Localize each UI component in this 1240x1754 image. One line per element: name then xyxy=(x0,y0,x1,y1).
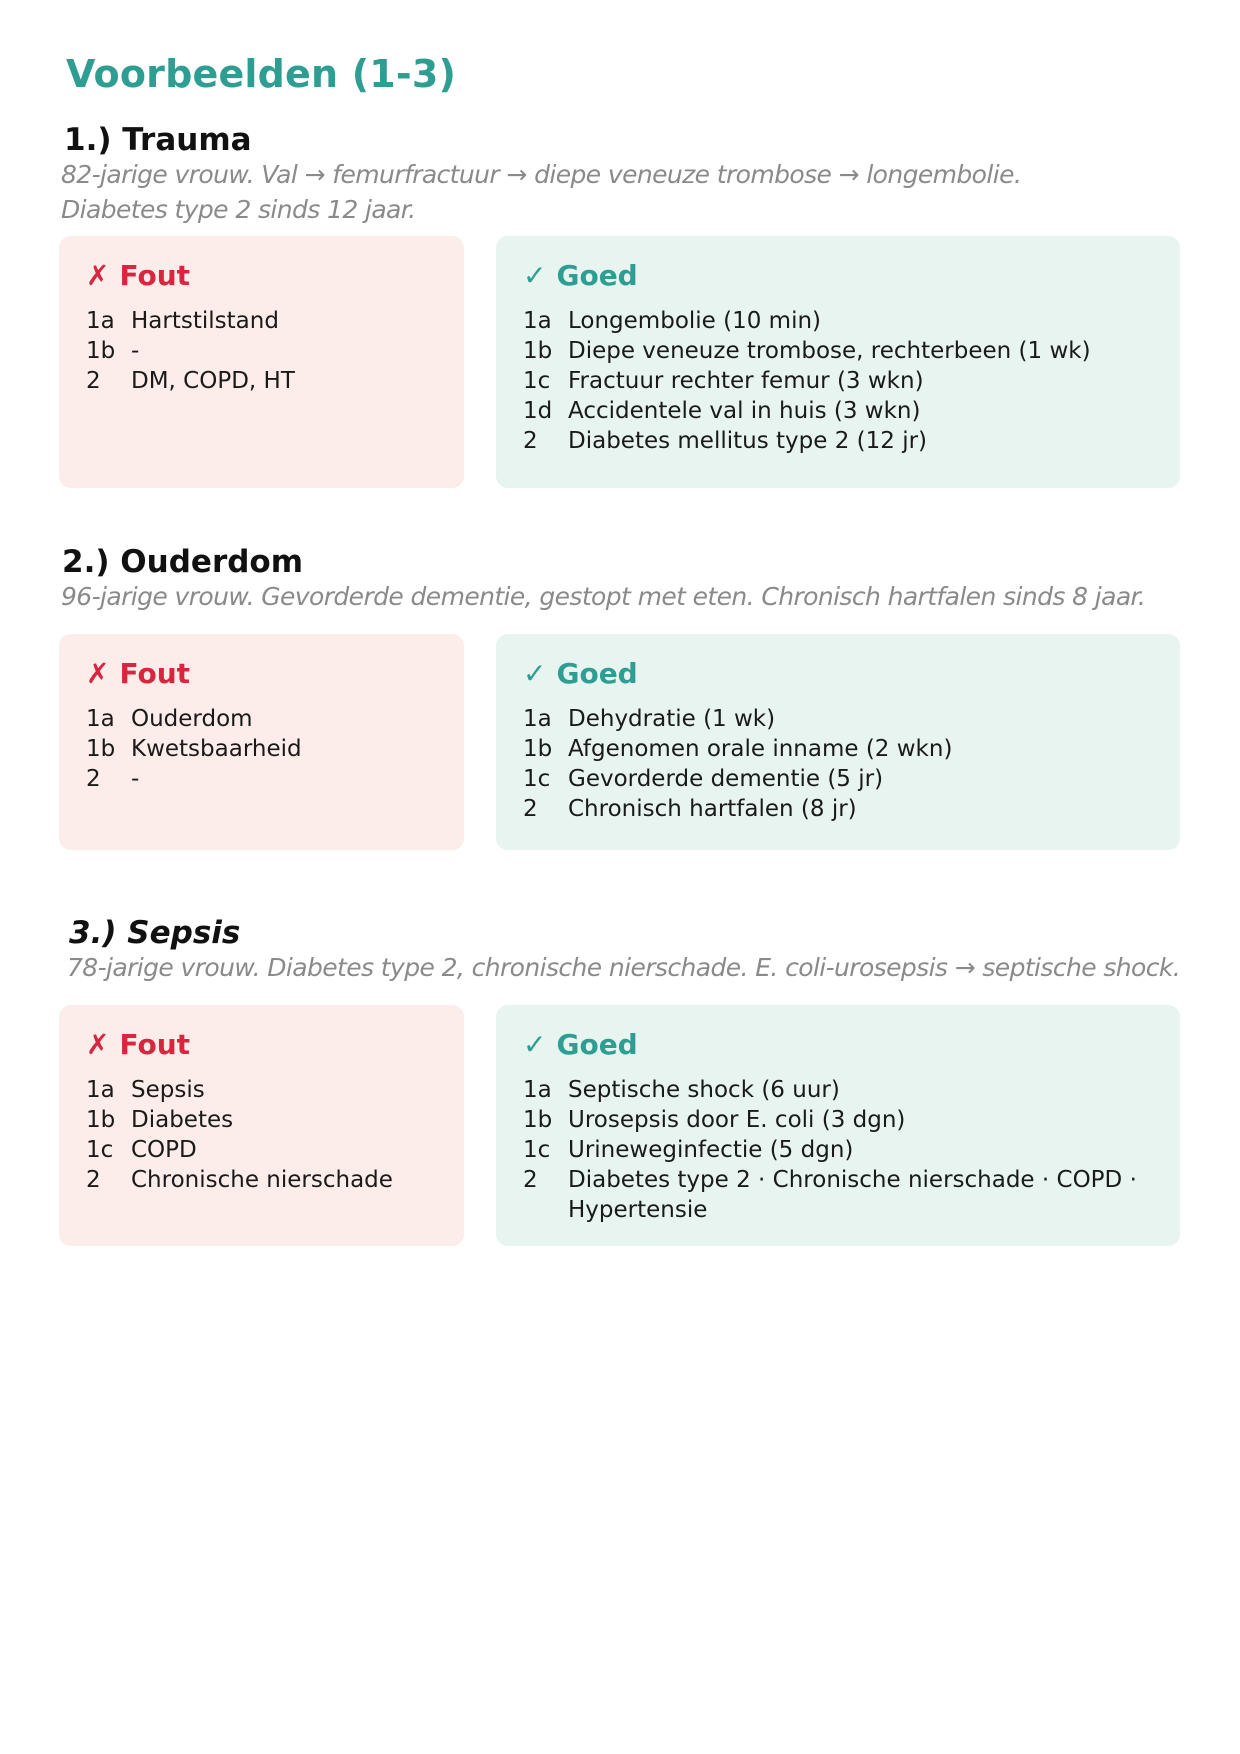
item-text: Septische shock (6 uur) xyxy=(568,1077,840,1103)
item-text: Gevorderde dementie (5 jr) xyxy=(568,766,884,792)
item-number: 2 xyxy=(86,766,101,792)
item-text: DM, COPD, HT xyxy=(131,368,295,394)
item-number: 1b xyxy=(523,1107,553,1133)
section-description: 78-jarige vrouw. Diabetes type 2, chronische nierschade. E. coli-urosepsis → septische shock. xyxy=(67,953,1181,982)
list-item xyxy=(523,1075,1154,1105)
item-text: - xyxy=(131,338,140,364)
fout-header xyxy=(86,256,438,294)
item-text: Diabetes type 2 · Chronische nierschade · COPD · Hypertensie xyxy=(568,1167,1137,1223)
item-number: 1b xyxy=(86,736,116,762)
list-item xyxy=(523,764,1154,794)
item-text: Hartstilstand xyxy=(131,308,279,334)
list-item xyxy=(523,794,1154,824)
item-text: Dehydratie (1 wk) xyxy=(568,706,776,732)
goed-header xyxy=(523,1025,1154,1063)
item-text: Fractuur rechter femur (3 wkn) xyxy=(568,368,924,394)
item-number: 1a xyxy=(86,308,115,334)
item-text: Chronisch hartfalen (8 jr) xyxy=(568,796,857,822)
item-number: 2 xyxy=(86,368,101,394)
check-mark-icon: ✓ xyxy=(523,258,547,292)
item-text: Diabetes mellitus type 2 (12 jr) xyxy=(568,428,928,454)
goed-card xyxy=(496,236,1180,488)
item-number: 2 xyxy=(523,1167,538,1193)
item-text: Kwetsbaarheid xyxy=(131,736,302,762)
section-heading: 3.) Sepsis xyxy=(69,915,241,951)
list-item xyxy=(86,1105,438,1135)
item-number: 1b xyxy=(523,736,553,762)
section-heading: 2.) Ouderdom xyxy=(62,544,304,580)
list-item xyxy=(523,1165,1154,1225)
item-text: COPD xyxy=(131,1137,197,1163)
item-text: Chronische nierschade xyxy=(131,1167,393,1193)
list-item xyxy=(523,396,1154,426)
item-text: Sepsis xyxy=(131,1077,205,1103)
item-text: - xyxy=(131,766,140,792)
list-item xyxy=(86,764,438,794)
list-item xyxy=(523,704,1154,734)
item-number: 1b xyxy=(86,338,116,364)
fout-card xyxy=(59,1005,464,1246)
list-item xyxy=(86,366,438,396)
fout-label: Fout xyxy=(119,656,191,690)
fout-card xyxy=(59,236,464,488)
list-item xyxy=(523,1105,1154,1135)
item-number: 1c xyxy=(523,766,551,792)
list-item xyxy=(86,1165,438,1195)
list-item xyxy=(523,734,1154,764)
item-text: Afgenomen orale inname (2 wkn) xyxy=(568,736,953,762)
item-number: 1a xyxy=(523,1077,552,1103)
cross-mark-icon: ✗ xyxy=(86,1027,110,1061)
item-text: Diepe veneuze trombose, rechterbeen (1 wk) xyxy=(568,338,1091,364)
item-number: 1c xyxy=(523,368,551,394)
item-number: 2 xyxy=(523,428,538,454)
fout-label: Fout xyxy=(119,258,191,292)
fout-label: Fout xyxy=(119,1027,191,1061)
item-number: 1c xyxy=(523,1137,551,1163)
list-item xyxy=(523,1135,1154,1165)
item-number: 1d xyxy=(523,398,553,424)
goed-header xyxy=(523,256,1154,294)
item-number: 1a xyxy=(523,706,552,732)
section-heading: 1.) Trauma xyxy=(64,122,252,158)
goed-label: Goed xyxy=(556,258,638,292)
list-item xyxy=(523,336,1154,366)
fout-card xyxy=(59,634,464,850)
goed-label: Goed xyxy=(556,656,638,690)
item-text: Ouderdom xyxy=(131,706,253,732)
item-text: Accidentele val in huis (3 wkn) xyxy=(568,398,921,424)
list-item xyxy=(523,306,1154,336)
check-mark-icon: ✓ xyxy=(523,1027,547,1061)
goed-label: Goed xyxy=(556,1027,638,1061)
list-item xyxy=(86,1135,438,1165)
item-text: Longembolie (10 min) xyxy=(568,308,822,334)
section-description: 82-jarige vrouw. Val → femurfractuur → diepe veneuze trombose → longembolie. Diabetes type 2 sinds 12 jaar. xyxy=(61,160,1022,224)
item-number: 1a xyxy=(86,706,115,732)
list-item xyxy=(86,336,438,366)
list-item xyxy=(523,366,1154,396)
item-number: 1c xyxy=(86,1137,114,1163)
cross-mark-icon: ✗ xyxy=(86,656,110,690)
goed-header xyxy=(523,654,1154,692)
list-item xyxy=(86,734,438,764)
list-item xyxy=(86,704,438,734)
cross-mark-icon: ✗ xyxy=(86,258,110,292)
fout-header xyxy=(86,654,438,692)
fout-header xyxy=(86,1025,438,1063)
check-mark-icon: ✓ xyxy=(523,656,547,690)
item-number: 1a xyxy=(523,308,552,334)
list-item xyxy=(86,306,438,336)
item-text: Diabetes xyxy=(131,1107,234,1133)
list-item xyxy=(523,426,1154,456)
item-number: 2 xyxy=(523,796,538,822)
item-text: Urineweginfectie (5 dgn) xyxy=(568,1137,854,1163)
goed-card xyxy=(496,1005,1180,1246)
goed-card xyxy=(496,634,1180,850)
item-number: 1b xyxy=(523,338,553,364)
item-number: 1b xyxy=(86,1107,116,1133)
list-item xyxy=(86,1075,438,1105)
item-number: 1a xyxy=(86,1077,115,1103)
item-text: Urosepsis door E. coli (3 dgn) xyxy=(568,1107,906,1133)
section-description: 96-jarige vrouw. Gevorderde dementie, gestopt met eten. Chronisch hartfalen sinds 8 jaar. xyxy=(61,582,1146,611)
page-title: Voorbeelden (1-3) xyxy=(66,52,457,96)
item-number: 2 xyxy=(86,1167,101,1193)
